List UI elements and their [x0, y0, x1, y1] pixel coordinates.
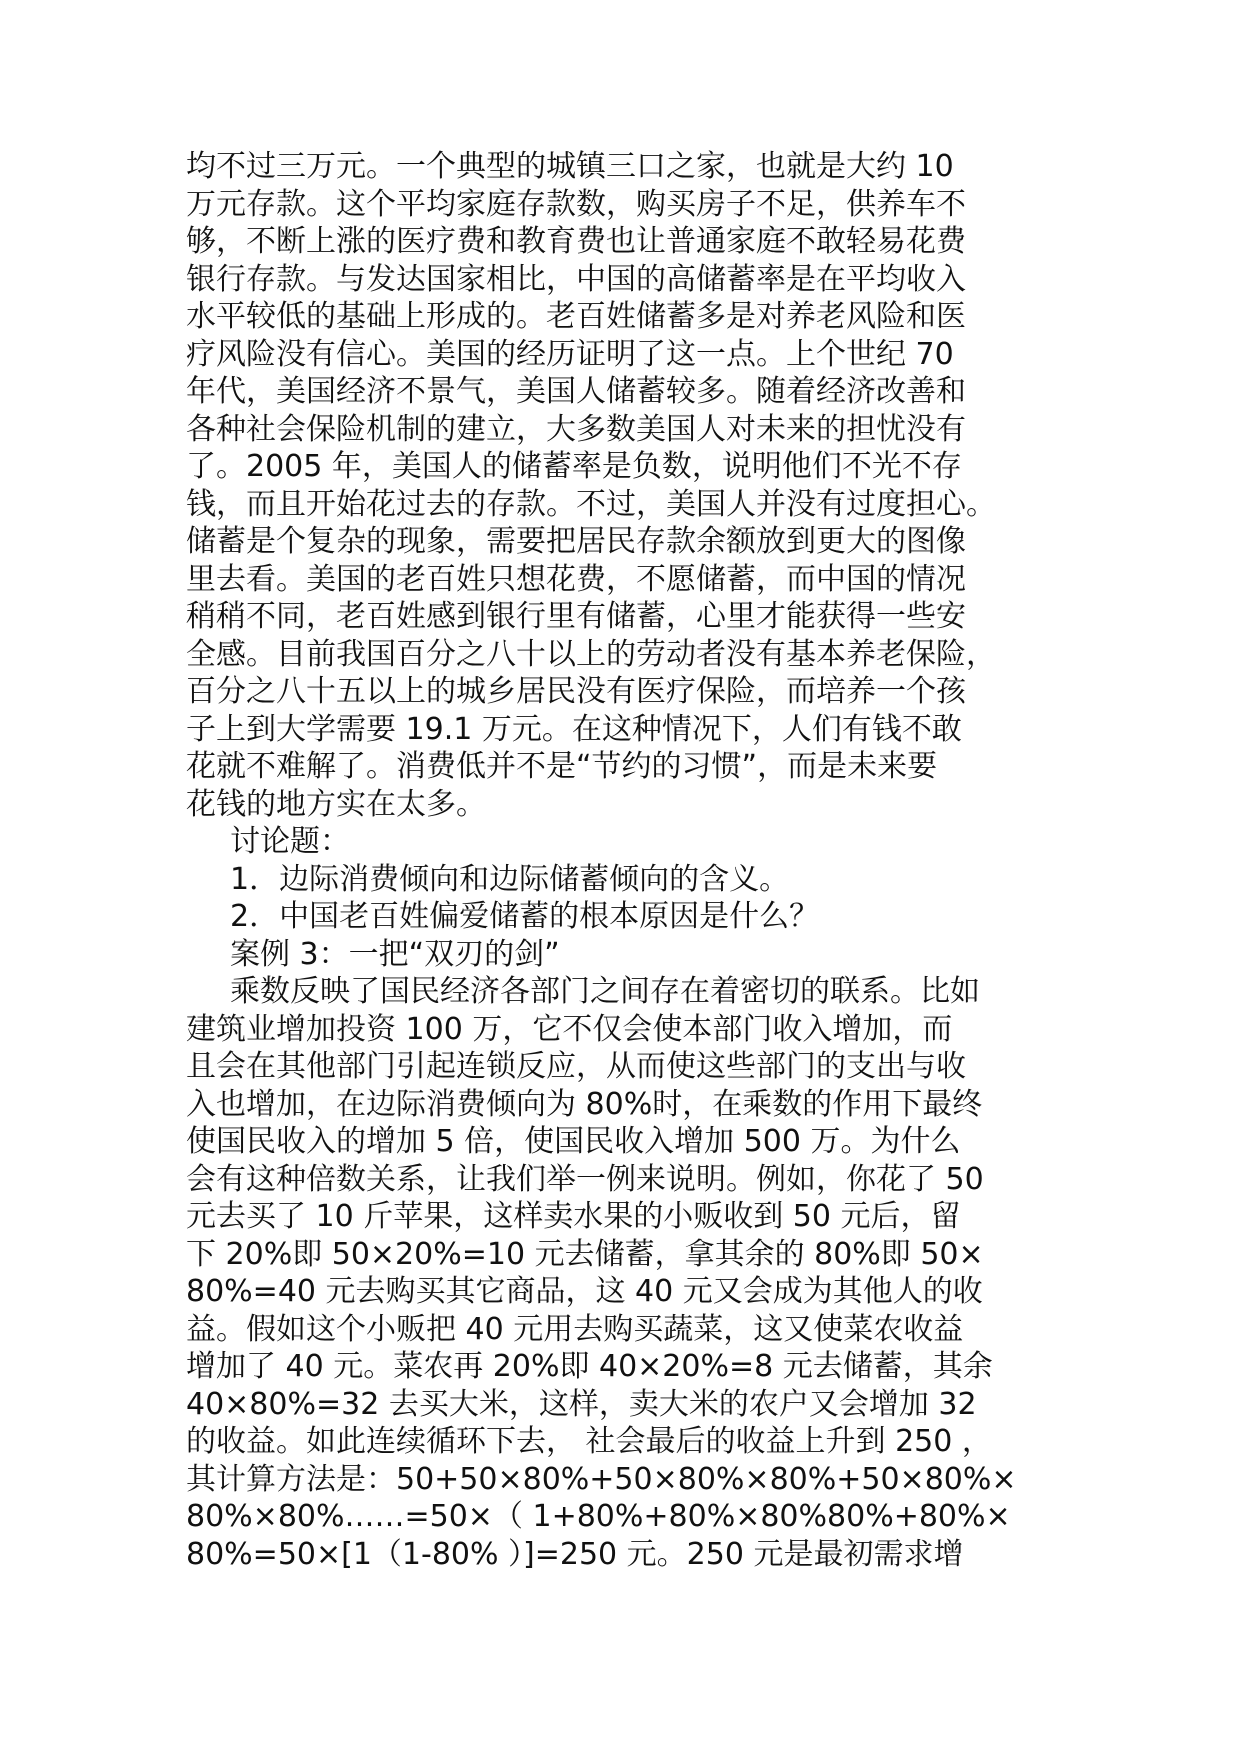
- text-line: 80%=40 元去购买其它商品，这 40 元又会成为其他人的收: [186, 1274, 983, 1309]
- text-line: 百分之八十五以上的城乡居民没有医疗保险，而培养一个孩: [186, 674, 966, 709]
- text-line: 全感。目前我国百分之八十以上的劳动者没有基本养老保险，: [186, 636, 996, 672]
- text-line: 80%=50×[1（1-80% ）]=250 元。250 元是最初需求增: [186, 1536, 964, 1572]
- text-line: 会有这种倍数关系，让我们举一例来说明。例如，你花了 50: [186, 1161, 984, 1197]
- text-line: 建筑业增加投资 100 万，它不仅会使本部门收入增加，而: [186, 1011, 953, 1047]
- document-page: [186, 148, 1086, 1573]
- text-line: 其计算方法是：50+50×80%+50×80%×80%+50×80%×: [186, 1461, 1017, 1497]
- text-line: 了。2005 年，美国人的储蓄率是负数，说明他们不光不存: [186, 449, 962, 484]
- paragraph-savings: [186, 148, 1086, 823]
- text-line: 稍稍不同，老百姓感到银行里有储蓄，心里才能获得一些安: [186, 599, 966, 634]
- text-line: 40×80%=32 去买大米，这样，卖大米的农户又会增加 32: [186, 1386, 977, 1422]
- text-line: 储蓄是个复杂的现象，需要把居民存款余额放到更大的图像: [186, 524, 966, 559]
- text-line: 子上到大学需要 19.1 万元。在这种情况下，人们有钱不敢: [186, 711, 962, 747]
- text-line: 使国民收入的增加 5 倍，使国民收入增加 500 万。为什么: [186, 1124, 961, 1159]
- text-line: 且会在其他部门引起连锁反应，从而使这些部门的支出与收: [186, 1049, 966, 1084]
- text-line: 入也增加，在边际消费倾向为 80%时，在乘数的作用下最终: [186, 1086, 983, 1122]
- text-line: 花钱的地方实在太多。: [186, 786, 486, 822]
- text-line: 里去看。美国的老百姓只想花费，不愿储蓄，而中国的情况: [186, 561, 966, 597]
- text-line: 万元存款。这个平均家庭存款数，购买房子不足，供养车不: [186, 186, 966, 222]
- case-title: 案例 3：一把“双刃的剑”: [230, 936, 560, 972]
- paragraph-multiplier: [186, 1011, 1086, 1574]
- question-1: 1．边际消费倾向和边际储蓄倾向的含义。: [230, 861, 790, 897]
- text-line: 疗风险没有信心。美国的经历证明了这一点。上个世纪 70: [186, 336, 954, 372]
- case-first-line: 乘数反映了国民经济各部门之间存在着密切的联系。比如: [230, 974, 980, 1009]
- text-line: 的收益。如此连续循环下去， 社会最后的收益上升到 250 ，: [186, 1424, 992, 1459]
- text-line: 增加了 40 元。菜农再 20%即 40×20%=8 元去储蓄，其余: [186, 1349, 993, 1384]
- text-line: 80%×80%……=50×（ 1+80%+80%×80%80%+80%×: [186, 1499, 1011, 1534]
- text-line: 花就不难解了。消费低并不是“节约的习惯”，而是未来要: [186, 749, 938, 784]
- text-line: 水平较低的基础上形成的。老百姓储蓄多是对养老风险和医: [186, 299, 966, 334]
- text-line: 年代，美国经济不景气，美国人储蓄较多。随着经济改善和: [186, 374, 966, 409]
- text-line: 钱，而且开始花过去的存款。不过，美国人并没有过度担心。: [186, 486, 996, 522]
- text-line: 银行存款。与发达国家相比，中国的高储蓄率是在平均收入: [186, 261, 966, 297]
- text-line: 下 20%即 50×20%=10 元去储蓄，拿其余的 80%即 50×: [186, 1236, 984, 1272]
- text-line: 各种社会保险机制的建立，大多数美国人对未来的担忧没有: [186, 411, 966, 447]
- discussion-title: 讨论题：: [230, 824, 350, 859]
- text-line: 益。假如这个小贩把 40 元用去购买蔬菜，这又使菜农收益: [186, 1311, 964, 1347]
- text-line: 元去买了 10 斤苹果，这样卖水果的小贩收到 50 元后，留: [186, 1199, 961, 1234]
- text-line: 够，不断上涨的医疗费和教育费也让普通家庭不敢轻易花费: [186, 224, 966, 259]
- text-line: 均不过三万元。一个典型的城镇三口之家，也就是大约 10: [186, 149, 954, 184]
- question-2: 2．中国老百姓偏爱储蓄的根本原因是什么？: [230, 899, 820, 934]
